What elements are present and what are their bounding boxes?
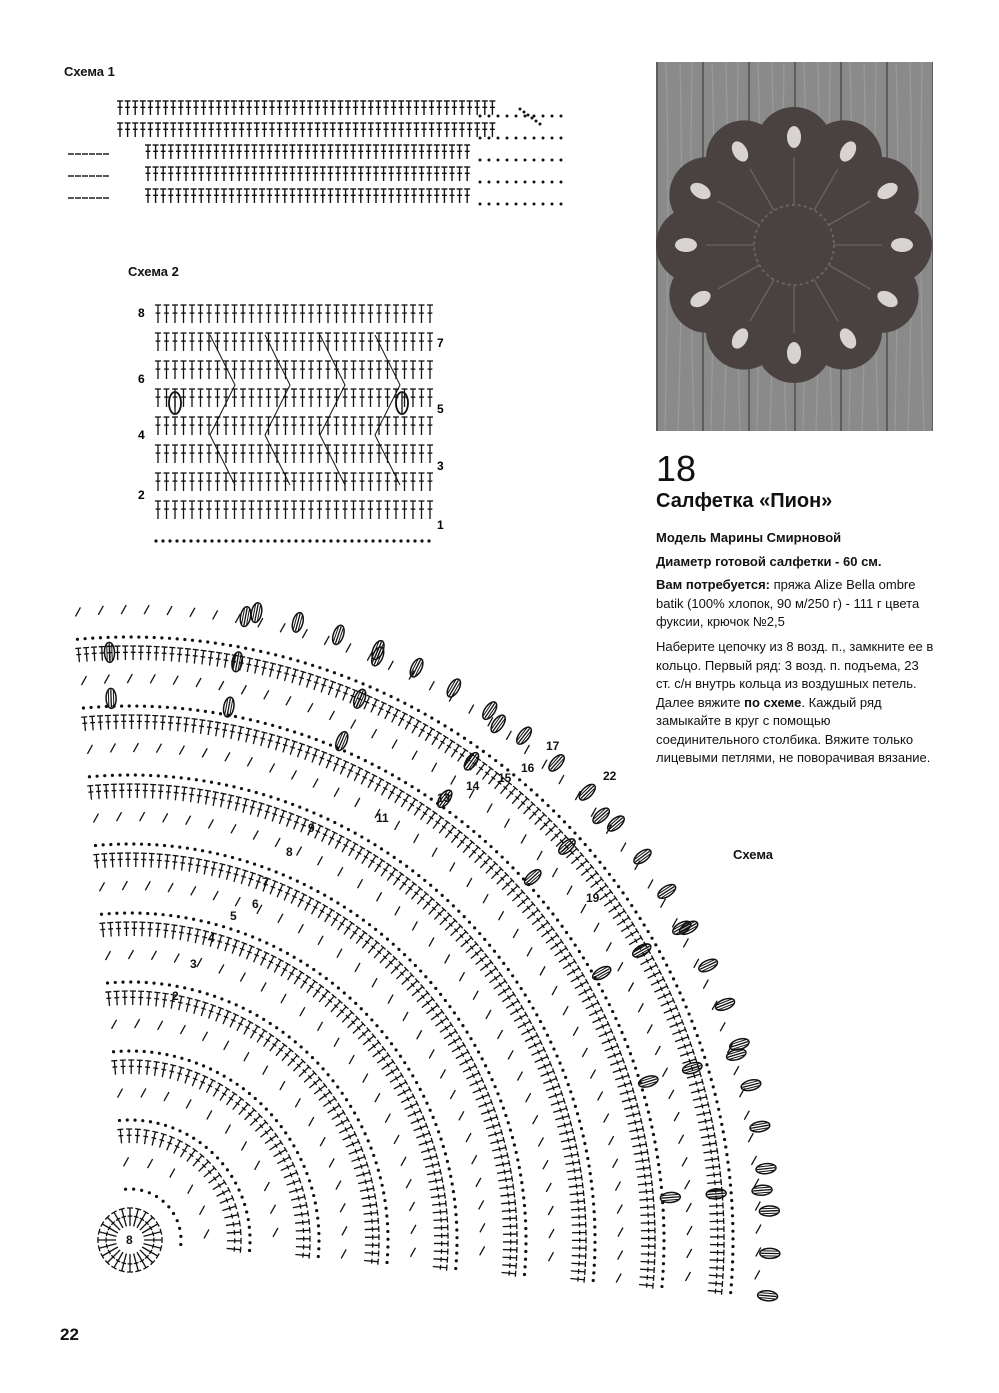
scheme2-row-label: 5 — [437, 402, 444, 416]
center-label: 8 — [126, 1233, 133, 1247]
row-label: 16 — [521, 761, 535, 775]
row-label: 4 — [208, 931, 215, 945]
author-line: Модель Марины Смирновой — [656, 530, 842, 545]
row-label: 11 — [376, 811, 389, 825]
row-label: 15 — [498, 771, 512, 785]
row-label: 3 — [190, 957, 197, 971]
scheme2-row-label: 4 — [138, 428, 145, 442]
row-label: 8 — [286, 845, 293, 859]
pattern-number: 18 — [656, 448, 697, 489]
row-label: 22 — [603, 769, 617, 783]
instructions-text-2: . Каждый ряд замыкайте в круг с помощью соединительного столбика. Вяжите только лицевыми петлями, не поворачивая вязание. — [656, 694, 931, 765]
row-label: 2 — [172, 989, 179, 1003]
row-label: 7 — [262, 875, 269, 889]
diameter-line: Диаметр готовой салфетки - 60 см. — [656, 554, 882, 569]
row-label: 6 — [252, 897, 259, 911]
scheme2-row-label: 8 — [138, 306, 145, 320]
row-label: 14 — [466, 779, 480, 793]
row-label: 9 — [308, 821, 315, 835]
scheme2-row-label: 3 — [437, 459, 444, 473]
main-chart-label: Схема — [733, 847, 774, 862]
scheme2-row-label: 2 — [138, 488, 145, 502]
materials-text: пряжа Alize Bella ombre batik (100% хлопок, 90 м/250 г) - 111 г цвета фуксии, крючок №2,5 — [656, 577, 920, 629]
doily-photo — [656, 62, 933, 431]
scheme2-row-label: 1 — [437, 518, 444, 532]
pattern-title: Салфетка «Пион» — [656, 490, 833, 512]
row-label: 5 — [230, 909, 237, 923]
row-label: 13 — [437, 791, 451, 805]
scheme2-row-label: 7 — [437, 336, 444, 350]
instructions-bold: по схеме — [744, 694, 802, 710]
row-label: 17 — [546, 739, 560, 753]
instructions-text-1: Наберите цепочку из 8 возд. п., замкните ее в кольцо. Первый ряд: 3 возд. п. подъема, 23 ст. с/н внутрь кольца из воздушных петель. Далее вяжите — [656, 639, 934, 710]
scheme2-title: Схема 2 — [128, 264, 179, 279]
materials-label: Вам потребуется: — [656, 577, 770, 592]
row-label: 19 — [586, 891, 600, 905]
scheme1-chart — [60, 95, 580, 220]
scheme2-chart — [130, 295, 460, 550]
main-chart — [0, 590, 999, 1320]
scheme1-title: Схема 1 — [64, 64, 115, 79]
page-number: 22 — [60, 1325, 79, 1344]
scheme2-row-label: 6 — [138, 372, 145, 386]
